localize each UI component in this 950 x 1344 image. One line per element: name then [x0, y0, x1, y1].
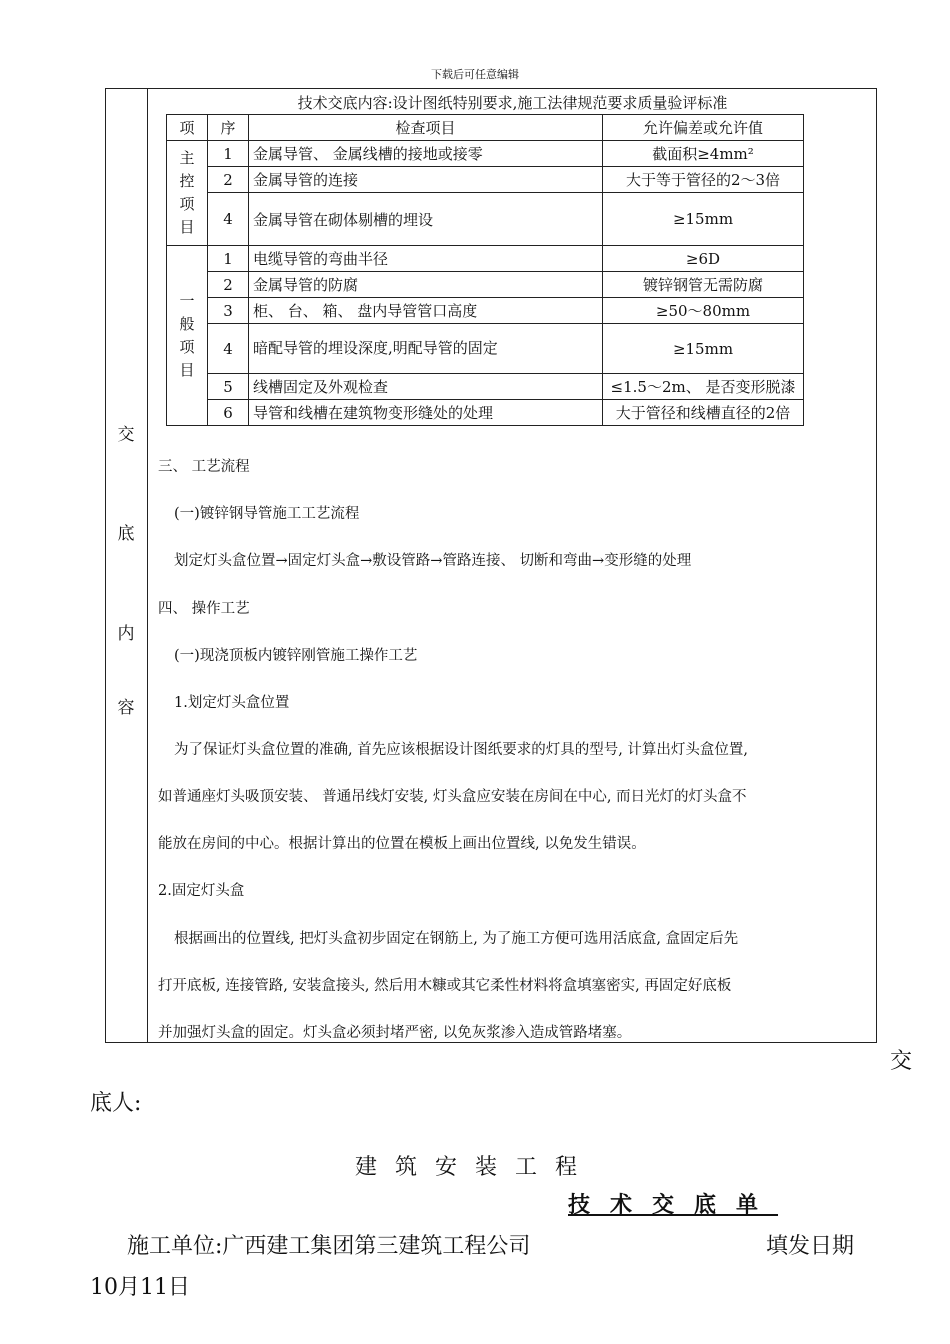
footer-jiao: 交 [890, 1049, 913, 1074]
row-seq: 4 [208, 193, 249, 246]
inspection-table [166, 114, 804, 426]
table-header-row [167, 115, 804, 141]
section-3-subtitle: (一)镀锌钢导管施工工艺流程 [174, 506, 360, 522]
side-label-char: 底 [117, 524, 135, 544]
row-item: 柜、 台、 箱、 盘内导管管口高度 [249, 298, 603, 324]
footer-diren: 底人: [90, 1091, 142, 1116]
section-4-title: 四、 操作工艺 [158, 601, 250, 617]
header-note: 下载后可任意编辑 [431, 68, 519, 81]
row-tolerance: ≤1.5～2m、 是否变形脱漆 [603, 374, 804, 400]
side-label-char: 内 [117, 624, 135, 644]
row-item: 金属导管的防腐 [249, 272, 603, 298]
paragraph-line: 根据画出的位置线, 把灯头盒初步固定在钢筋上, 为了施工方便可选用活底盒, 盒固定后先 [174, 931, 739, 947]
issue-date-label: 填发日期 [766, 1234, 855, 1259]
doc-title: 建筑安装工程 [354, 1155, 595, 1180]
table-row [167, 272, 804, 298]
section-4-subtitle: (一)现浇顶板内镀锌刚管施工操作工艺 [174, 648, 418, 664]
row-seq: 3 [208, 298, 249, 324]
row-tolerance: 截面积≥4mm² [603, 141, 804, 167]
table-row [167, 400, 804, 426]
issue-date: 10月11日 [90, 1275, 190, 1300]
row-item: 金属导管、 金属线槽的接地或接零 [249, 141, 603, 167]
header-category: 项 [167, 115, 208, 141]
side-label-char: 容 [117, 698, 135, 718]
row-seq: 2 [208, 167, 249, 193]
table-row [167, 167, 804, 193]
row-item: 暗配导管的埋设深度,明配导管的固定 [249, 324, 603, 374]
frame-divider [147, 88, 148, 1043]
paragraph-line: 打开底板, 连接管路, 安装盒接头, 然后用木糠或其它柔性材料将盒填塞密实, 再固定好底板 [158, 978, 732, 994]
section-3-title: 三、 工艺流程 [158, 459, 250, 475]
row-seq: 5 [208, 374, 249, 400]
row-seq: 4 [208, 324, 249, 374]
construction-unit: 施工单位:广西建工集团第三建筑工程公司 [127, 1234, 531, 1259]
header-item: 检查项目 [249, 115, 603, 141]
row-seq: 1 [208, 141, 249, 167]
header-seq: 序 [208, 115, 249, 141]
paragraph-line: 能放在房间的中心。根据计算出的位置在模板上画出位置线, 以免发生错误。 [158, 836, 646, 852]
paragraph-line: 为了保证灯头盒位置的准确, 首先应该根据设计图纸要求的灯具的型号, 计算出灯头盒位置, [174, 742, 749, 758]
row-seq: 1 [208, 246, 249, 272]
row-seq: 2 [208, 272, 249, 298]
row-tolerance: ≥6D [603, 246, 804, 272]
table-row [167, 193, 804, 246]
row-tolerance: ≥15mm [603, 324, 804, 374]
header-tolerance: 允许偏差或允许值 [603, 115, 804, 141]
process-flow: 划定灯头盒位置→固定灯头盒→敷设管路→管路连接、 切断和弯曲→变形缝的处理 [174, 553, 692, 569]
doc-subtitle: 技术交底单 [568, 1192, 779, 1218]
table-row [167, 246, 804, 272]
general-category-label: 一般项目 [167, 246, 208, 426]
row-tolerance: 大于管径和线槽直径的2倍 [603, 400, 804, 426]
row-seq: 6 [208, 400, 249, 426]
row-item: 线槽固定及外观检查 [249, 374, 603, 400]
row-tolerance: 镀锌钢管无需防腐 [603, 272, 804, 298]
step-2-title: 2.固定灯头盒 [158, 883, 245, 899]
paragraph-line: 并加强灯头盒的固定。灯头盒必须封堵严密, 以免灰浆渗入造成管路堵塞。 [158, 1025, 632, 1041]
side-label-char: 交 [117, 425, 135, 445]
table-row [167, 298, 804, 324]
row-item: 电缆导管的弯曲半径 [249, 246, 603, 272]
row-item: 金属导管在砌体剔槽的埋设 [249, 193, 603, 246]
main-category-label: 主控项目 [167, 141, 208, 246]
table-row [167, 324, 804, 374]
step-1-title: 1.划定灯头盒位置 [174, 695, 290, 711]
intro-text: 技术交底内容:设计图纸特别要求,施工法律规范要求质量验评标准 [297, 94, 728, 112]
table-row [167, 141, 804, 167]
row-tolerance: ≥50～80mm [603, 298, 804, 324]
row-item: 导管和线槽在建筑物变形缝处的处理 [249, 400, 603, 426]
row-tolerance: ≥15mm [603, 193, 804, 246]
row-tolerance: 大于等于管径的2～3倍 [603, 167, 804, 193]
paragraph-line: 如普通座灯头吸顶安装、 普通吊线灯安装, 灯头盒应安装在房间在中心, 而日光灯的灯头盒不 [158, 789, 747, 805]
row-item: 金属导管的连接 [249, 167, 603, 193]
table-row [167, 374, 804, 400]
